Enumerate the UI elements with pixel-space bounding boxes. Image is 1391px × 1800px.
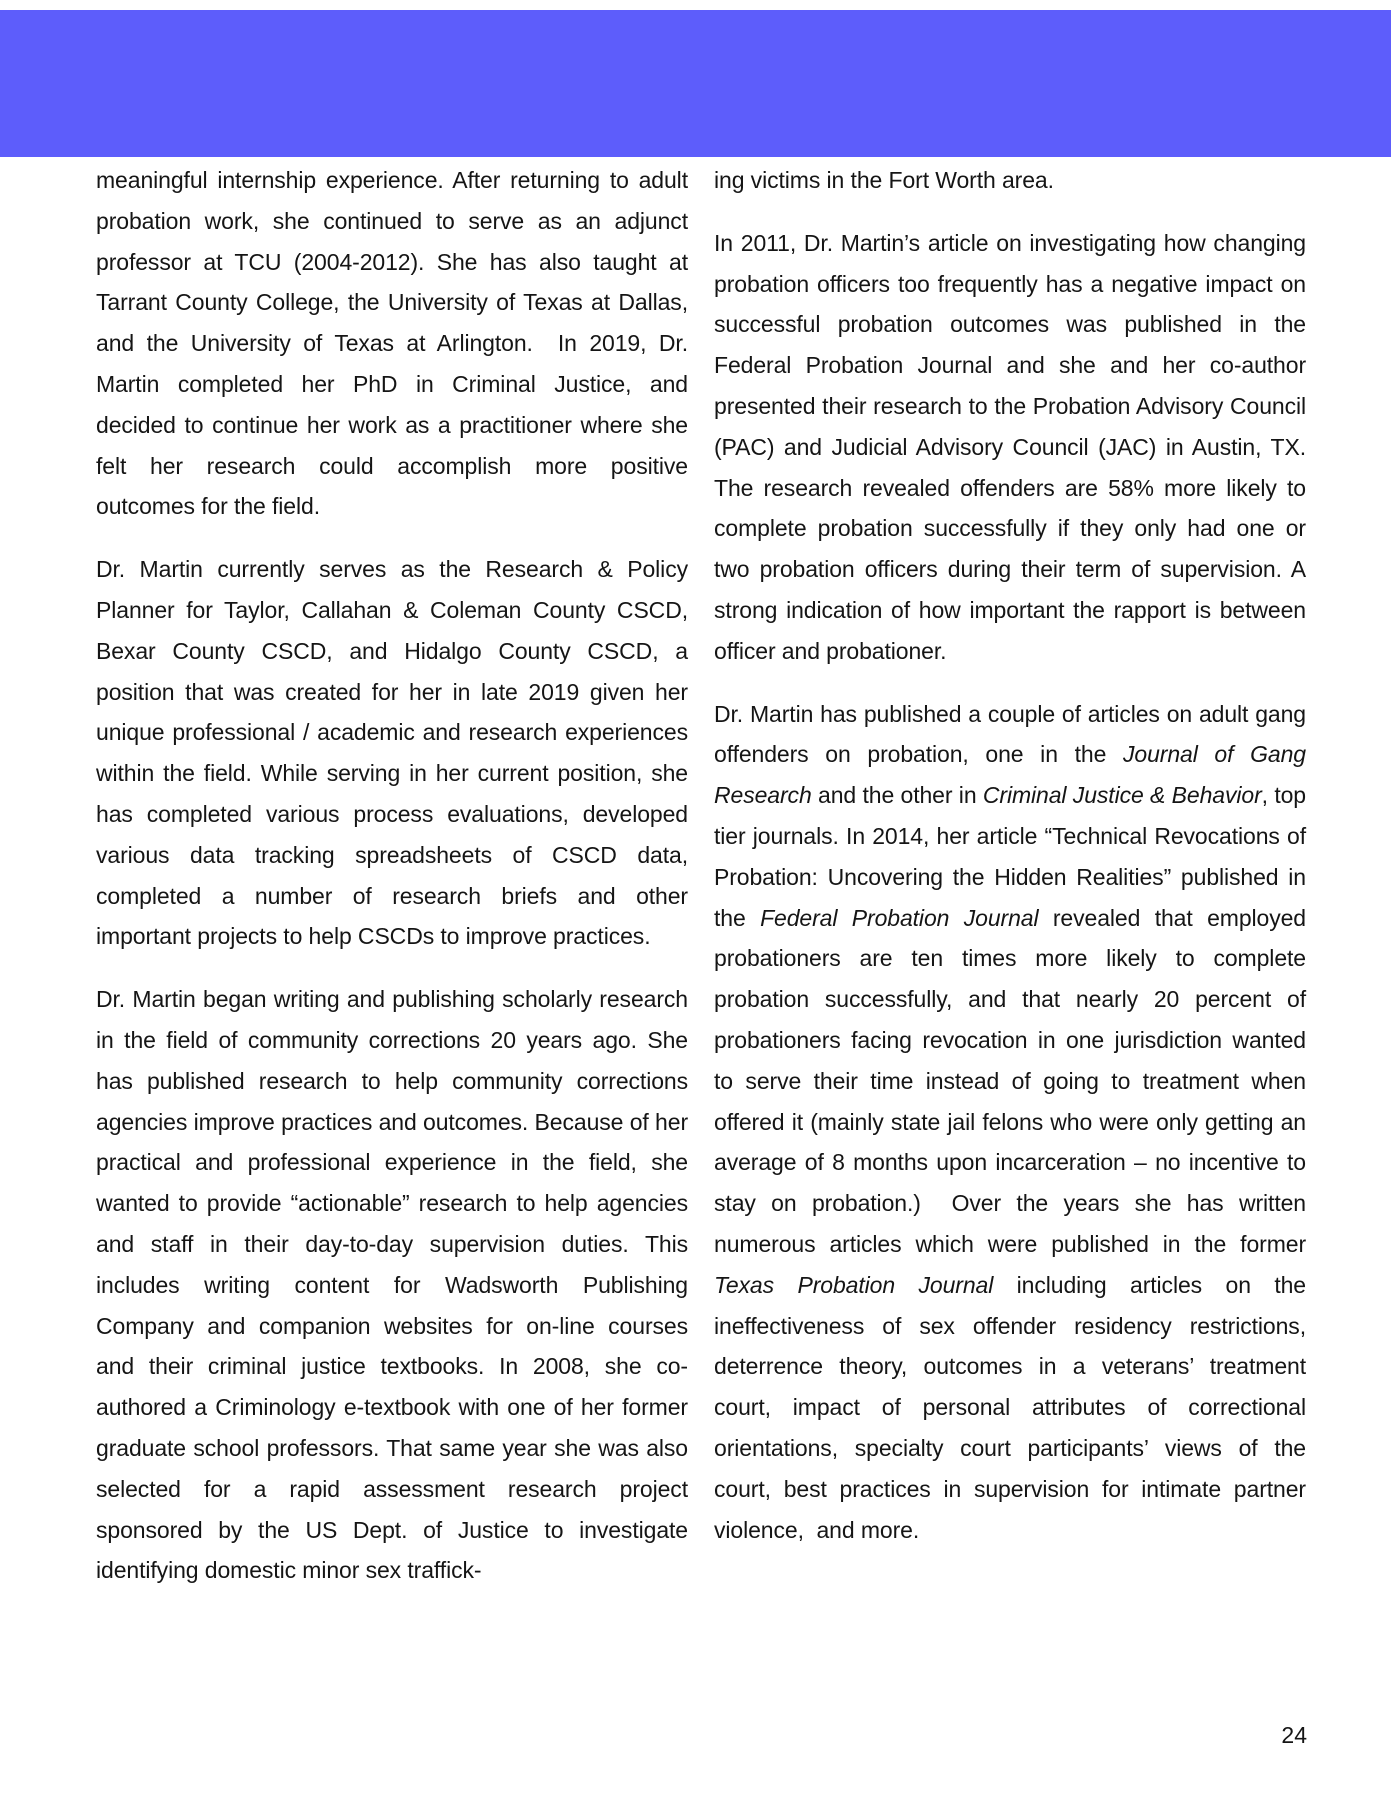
paragraph-text: and the other in xyxy=(811,782,983,809)
two-column-body xyxy=(96,160,1307,1591)
journal-title-italic: Federal Probation Journal xyxy=(760,904,1039,931)
page-number: 24 xyxy=(1281,1722,1307,1748)
paragraph xyxy=(714,160,1306,201)
paragraph xyxy=(96,549,688,957)
paragraph-text: including articles on the ineffectiveness of sex offender residency restrictions, deterrence theory, outcomes in a veterans’ treatment court, impact of personal attributes of correctional orientations, specialty court participants’ views of the court, best practices in supervision for intimate partner violence, and more. xyxy=(714,1271,1306,1543)
journal-title-italic: Journal of Gang Research xyxy=(714,741,1306,809)
journal-title-italic: Texas Probation Journal xyxy=(714,1271,994,1298)
paragraph-text: In 2011, Dr. Martin’s article on investigating how changing probation officers too frequently has a negative impact on successful probation outcomes was published in the Federal Probation Journal and she and her co-author presented their research to the Probation Advisory Council (PAC) and Judicial Advisory Council (JAC) in Austin, TX. The research revealed offenders are 58% more likely to complete probation successfully if they only had one or two probation officers during their term of supervision. A strong indication of how important the rapport is between officer and probationer. xyxy=(714,229,1306,664)
paragraph-text: Dr. Martin began writing and publishing scholarly research in the field of community corrections 20 years ago. She has published research to help community corrections agencies improve practices and outcomes. Because of her practical and professional experience in the field, she wanted to provide “actionable” research to help agencies and staff in their day-to-day supervision duties. This includes writing content for Wadsworth Publishing Company and companion websites for on-line courses and their criminal justice textbooks. In 2008, she co-authored a Criminology e-textbook with one of her former graduate school professors. That same year she was also selected for a rapid assessment research project sponsored by the US Dept. of Justice to investigate identifying domestic minor sex traffick- xyxy=(96,986,688,1584)
paragraph-text: Dr. Martin currently serves as the Research & Policy Planner for Taylor, Callahan & Coleman County CSCD, Bexar County CSCD, and Hidalgo County CSCD, a position that was created for her in late 2019 given her unique professional / academic and research experiences within the field. While serving in her current position, she has completed various process evaluations, developed various data tracking spreadsheets of CSCD data, completed a number of research briefs and other important projects to help CSCDs to improve practices. xyxy=(96,556,688,950)
right-column xyxy=(714,160,1306,1591)
paragraph xyxy=(96,160,688,527)
paragraph xyxy=(96,979,688,1591)
paragraph-text: , top tier journals. In 2014, her article “Technical Revocations of Probation: Uncovering the Hidden Realities” published in the xyxy=(714,782,1306,931)
paragraph xyxy=(714,223,1306,672)
paragraph xyxy=(714,694,1306,1551)
header-band xyxy=(0,10,1391,157)
journal-title-italic: Criminal Justice & Behavior xyxy=(982,782,1262,809)
left-column xyxy=(96,160,688,1591)
paragraph-text: meaningful internship experience. After returning to adult probation work, she continued to serve as an adjunct professor at TCU (2004-2012). She has also taught at Tarrant County College, the University of Texas at Dallas, and the University of Texas at Arlington. In 2019, Dr. Martin completed her PhD in Criminal Justice, and decided to continue her work as a practitioner where she felt her research could accomplish more positive outcomes for the field. xyxy=(96,167,688,520)
paragraph-text: Dr. Martin has published a couple of articles on adult gang offenders on probation, one in the xyxy=(714,700,1306,768)
paragraph-text: revealed that employed probationers are ten times more likely to complete probation successfully, and that nearly 20 percent of probationers facing revocation in one jurisdiction wanted to serve their time instead of going to treatment when offered it (mainly state jail felons who were only getting an average of 8 months upon incarceration – no incentive to stay on probation.) Over the years she has written numerous articles which were published in the former xyxy=(714,904,1306,1257)
paragraph-text: ing victims in the Fort Worth area. xyxy=(714,167,1054,193)
